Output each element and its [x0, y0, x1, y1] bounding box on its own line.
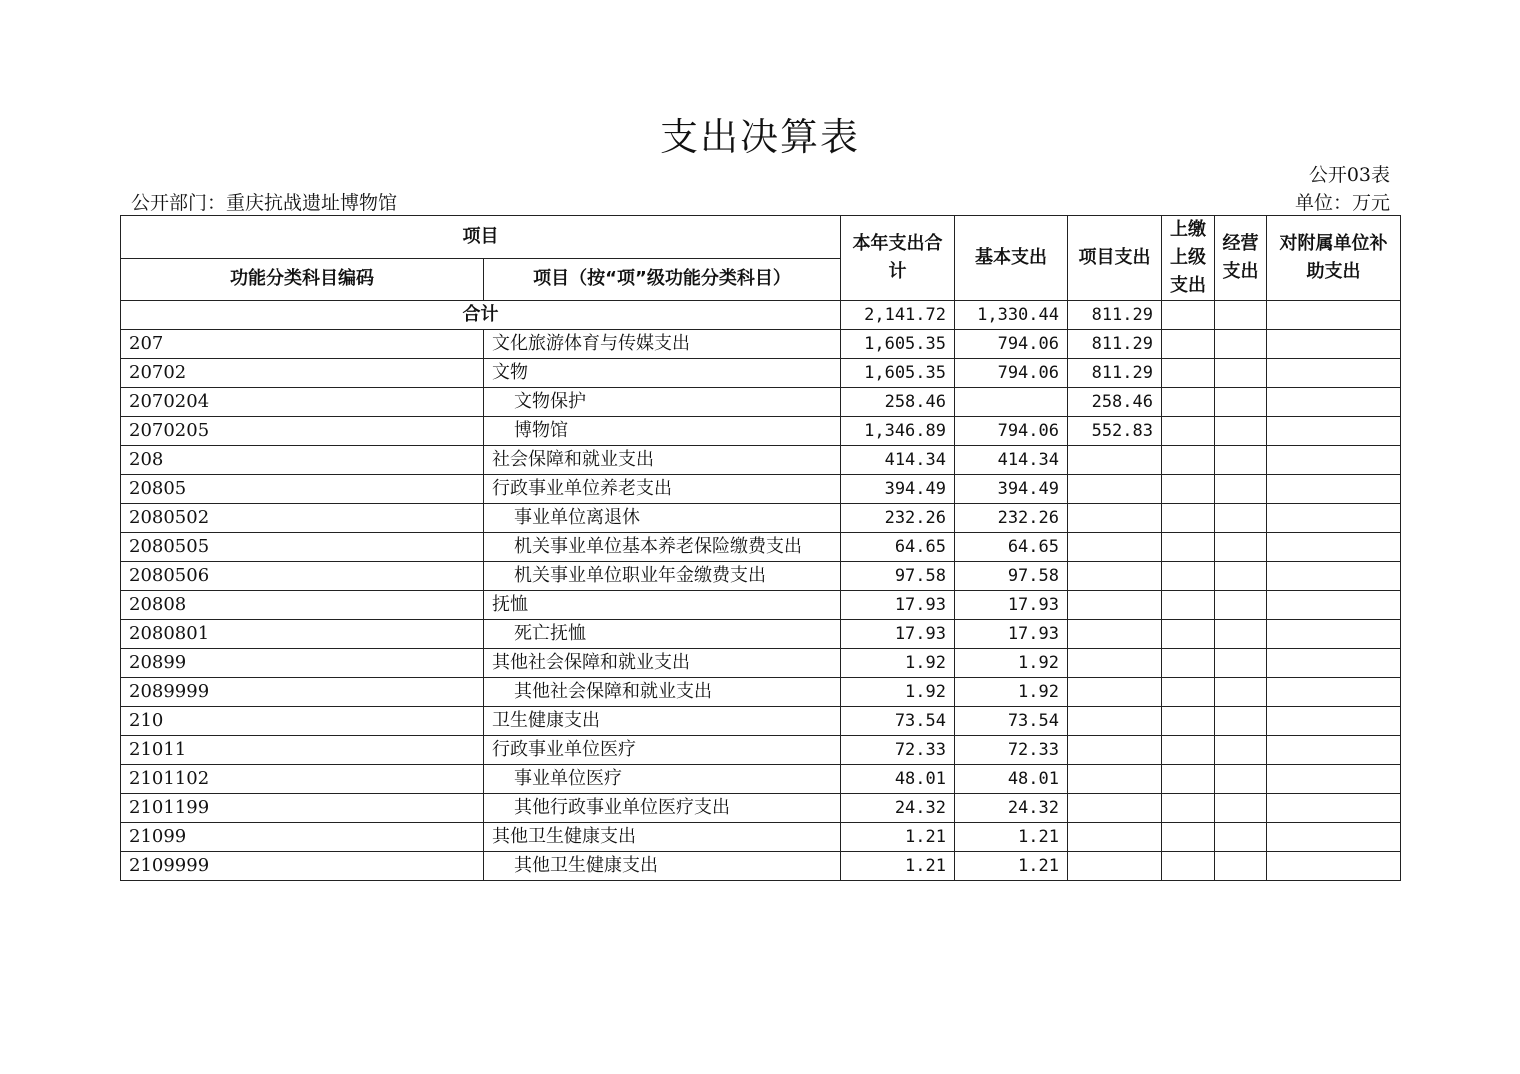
table-row [121, 504, 1401, 533]
code-cell: 21011 [121, 736, 484, 765]
remit-cell [1162, 388, 1215, 417]
project-cell: 258.46 [1068, 388, 1162, 417]
code-cell: 21099 [121, 823, 484, 852]
code-cell: 207 [121, 330, 484, 359]
code-cell: 2080505 [121, 533, 484, 562]
total-cell: 414.34 [841, 446, 955, 475]
total-cell: 1,605.35 [841, 330, 955, 359]
remit-cell [1162, 417, 1215, 446]
subsidy-cell [1267, 736, 1401, 765]
subsidy-cell [1267, 446, 1401, 475]
table-row [121, 765, 1401, 794]
item-name-cell: 事业单位离退休 [484, 504, 841, 533]
business-cell [1215, 504, 1267, 533]
subsidy-cell [1267, 301, 1401, 330]
project-cell [1068, 649, 1162, 678]
subsidy-cell [1267, 417, 1401, 446]
basic-cell: 794.06 [955, 417, 1068, 446]
basic-cell: 24.32 [955, 794, 1068, 823]
table-row [121, 562, 1401, 591]
business-cell [1215, 475, 1267, 504]
business-cell [1215, 620, 1267, 649]
code-cell: 2070205 [121, 417, 484, 446]
remit-cell [1162, 591, 1215, 620]
code-cell: 2080506 [121, 562, 484, 591]
remit-cell [1162, 649, 1215, 678]
expenditure-table [120, 215, 1401, 881]
remit-cell [1162, 446, 1215, 475]
item-name-cell: 行政事业单位养老支出 [484, 475, 841, 504]
item-name-cell: 行政事业单位医疗 [484, 736, 841, 765]
header-project-group: 项目 [121, 216, 841, 259]
business-cell [1215, 446, 1267, 475]
remit-cell [1162, 330, 1215, 359]
item-name-cell: 博物馆 [484, 417, 841, 446]
code-cell: 20808 [121, 591, 484, 620]
item-name-cell: 社会保障和就业支出 [484, 446, 841, 475]
item-name-cell: 其他卫生健康支出 [484, 852, 841, 881]
subsidy-cell [1267, 823, 1401, 852]
total-cell: 73.54 [841, 707, 955, 736]
basic-cell: 394.49 [955, 475, 1068, 504]
project-cell [1068, 475, 1162, 504]
basic-cell: 17.93 [955, 591, 1068, 620]
project-cell [1068, 736, 1162, 765]
basic-cell: 1.92 [955, 649, 1068, 678]
code-cell: 2070204 [121, 388, 484, 417]
basic-cell: 64.65 [955, 533, 1068, 562]
remit-cell [1162, 678, 1215, 707]
code-cell: 210 [121, 707, 484, 736]
header-remit: 上缴上级支出 [1162, 216, 1215, 301]
item-name-cell: 机关事业单位职业年金缴费支出 [484, 562, 841, 591]
project-cell [1068, 446, 1162, 475]
subsidy-cell [1267, 707, 1401, 736]
remit-cell [1162, 504, 1215, 533]
remit-cell [1162, 707, 1215, 736]
business-cell [1215, 707, 1267, 736]
total-cell: 1,605.35 [841, 359, 955, 388]
subsidy-cell [1267, 504, 1401, 533]
item-name-cell: 其他卫生健康支出 [484, 823, 841, 852]
total-cell: 1.92 [841, 649, 955, 678]
subsidy-cell [1267, 330, 1401, 359]
subsidy-cell [1267, 794, 1401, 823]
table-row [121, 794, 1401, 823]
business-cell [1215, 388, 1267, 417]
subsidy-cell [1267, 852, 1401, 881]
basic-cell: 1,330.44 [955, 301, 1068, 330]
remit-cell [1162, 736, 1215, 765]
subsidy-cell [1267, 591, 1401, 620]
basic-cell: 1.21 [955, 823, 1068, 852]
remit-cell [1162, 620, 1215, 649]
total-label: 合计 [121, 301, 841, 330]
form-number: 公开03表 [1308, 164, 1390, 186]
remit-cell [1162, 823, 1215, 852]
subsidy-cell [1267, 475, 1401, 504]
basic-cell: 48.01 [955, 765, 1068, 794]
unit-label: 单位：万元 [1294, 192, 1390, 214]
business-cell [1215, 359, 1267, 388]
project-cell [1068, 591, 1162, 620]
project-cell [1068, 533, 1162, 562]
department-label: 公开部门：重庆抗战遗址博物馆 [131, 192, 398, 214]
remit-cell [1162, 359, 1215, 388]
header-code: 功能分类科目编码 [121, 258, 484, 301]
total-cell: 72.33 [841, 736, 955, 765]
business-cell [1215, 591, 1267, 620]
item-name-cell: 其他社会保障和就业支出 [484, 678, 841, 707]
table-row [121, 359, 1401, 388]
project-cell [1068, 823, 1162, 852]
project-cell [1068, 562, 1162, 591]
header-subsidy: 对附属单位补助支出 [1267, 216, 1401, 301]
code-cell: 2080502 [121, 504, 484, 533]
project-cell: 552.83 [1068, 417, 1162, 446]
basic-cell: 17.93 [955, 620, 1068, 649]
business-cell [1215, 533, 1267, 562]
table-row [121, 649, 1401, 678]
item-name-cell: 卫生健康支出 [484, 707, 841, 736]
business-cell [1215, 301, 1267, 330]
code-cell: 2080801 [121, 620, 484, 649]
table-row [121, 823, 1401, 852]
header-total: 本年支出合计 [841, 216, 955, 301]
business-cell [1215, 417, 1267, 446]
table-row [121, 388, 1401, 417]
total-cell: 1,346.89 [841, 417, 955, 446]
business-cell [1215, 562, 1267, 591]
total-cell: 1.21 [841, 823, 955, 852]
subsidy-cell [1267, 388, 1401, 417]
table-row [121, 736, 1401, 765]
basic-cell: 73.54 [955, 707, 1068, 736]
remit-cell [1162, 475, 1215, 504]
item-name-cell: 其他社会保障和就业支出 [484, 649, 841, 678]
subsidy-cell [1267, 562, 1401, 591]
header-item: 项目（按“项”级功能分类科目） [484, 258, 841, 301]
basic-cell: 97.58 [955, 562, 1068, 591]
remit-cell [1162, 562, 1215, 591]
total-row [121, 301, 1401, 330]
total-cell: 17.93 [841, 591, 955, 620]
item-name-cell: 事业单位医疗 [484, 765, 841, 794]
table-row [121, 852, 1401, 881]
business-cell [1215, 678, 1267, 707]
business-cell [1215, 330, 1267, 359]
business-cell [1215, 765, 1267, 794]
header-business: 经营支出 [1215, 216, 1267, 301]
project-cell: 811.29 [1068, 359, 1162, 388]
subsidy-cell [1267, 620, 1401, 649]
item-name-cell: 其他行政事业单位医疗支出 [484, 794, 841, 823]
basic-cell: 414.34 [955, 446, 1068, 475]
code-cell: 2101102 [121, 765, 484, 794]
total-cell: 258.46 [841, 388, 955, 417]
code-cell: 2109999 [121, 852, 484, 881]
code-cell: 2101199 [121, 794, 484, 823]
table-row [121, 533, 1401, 562]
business-cell [1215, 823, 1267, 852]
project-cell [1068, 620, 1162, 649]
total-cell: 17.93 [841, 620, 955, 649]
remit-cell [1162, 533, 1215, 562]
table-row [121, 417, 1401, 446]
item-name-cell: 死亡抚恤 [484, 620, 841, 649]
code-cell: 208 [121, 446, 484, 475]
subsidy-cell [1267, 359, 1401, 388]
project-cell: 811.29 [1068, 301, 1162, 330]
business-cell [1215, 852, 1267, 881]
remit-cell [1162, 301, 1215, 330]
total-cell: 232.26 [841, 504, 955, 533]
table-row [121, 475, 1401, 504]
total-cell: 2,141.72 [841, 301, 955, 330]
page-title: 支出决算表 [659, 115, 860, 159]
header-project: 项目支出 [1068, 216, 1162, 301]
total-cell: 48.01 [841, 765, 955, 794]
project-cell [1068, 707, 1162, 736]
subsidy-cell [1267, 765, 1401, 794]
basic-cell: 1.92 [955, 678, 1068, 707]
total-cell: 97.58 [841, 562, 955, 591]
total-cell: 1.21 [841, 852, 955, 881]
item-name-cell: 文物保护 [484, 388, 841, 417]
project-cell [1068, 678, 1162, 707]
subsidy-cell [1267, 533, 1401, 562]
business-cell [1215, 794, 1267, 823]
basic-cell: 794.06 [955, 359, 1068, 388]
basic-cell: 1.21 [955, 852, 1068, 881]
table-row [121, 678, 1401, 707]
total-cell: 24.32 [841, 794, 955, 823]
project-cell [1068, 852, 1162, 881]
table-row [121, 446, 1401, 475]
remit-cell [1162, 794, 1215, 823]
basic-cell [955, 388, 1068, 417]
item-name-cell: 文化旅游体育与传媒支出 [484, 330, 841, 359]
remit-cell [1162, 765, 1215, 794]
table-row [121, 591, 1401, 620]
basic-cell: 794.06 [955, 330, 1068, 359]
item-name-cell: 抚恤 [484, 591, 841, 620]
project-cell [1068, 765, 1162, 794]
remit-cell [1162, 852, 1215, 881]
project-cell [1068, 794, 1162, 823]
total-cell: 394.49 [841, 475, 955, 504]
item-name-cell: 文物 [484, 359, 841, 388]
table-row [121, 707, 1401, 736]
business-cell [1215, 649, 1267, 678]
table-row [121, 620, 1401, 649]
code-cell: 20899 [121, 649, 484, 678]
total-cell: 64.65 [841, 533, 955, 562]
business-cell [1215, 736, 1267, 765]
project-cell [1068, 504, 1162, 533]
table-row [121, 330, 1401, 359]
project-cell: 811.29 [1068, 330, 1162, 359]
basic-cell: 232.26 [955, 504, 1068, 533]
basic-cell: 72.33 [955, 736, 1068, 765]
subsidy-cell [1267, 649, 1401, 678]
code-cell: 2089999 [121, 678, 484, 707]
code-cell: 20805 [121, 475, 484, 504]
total-cell: 1.92 [841, 678, 955, 707]
item-name-cell: 机关事业单位基本养老保险缴费支出 [484, 533, 841, 562]
subsidy-cell [1267, 678, 1401, 707]
header-basic: 基本支出 [955, 216, 1068, 301]
code-cell: 20702 [121, 359, 484, 388]
